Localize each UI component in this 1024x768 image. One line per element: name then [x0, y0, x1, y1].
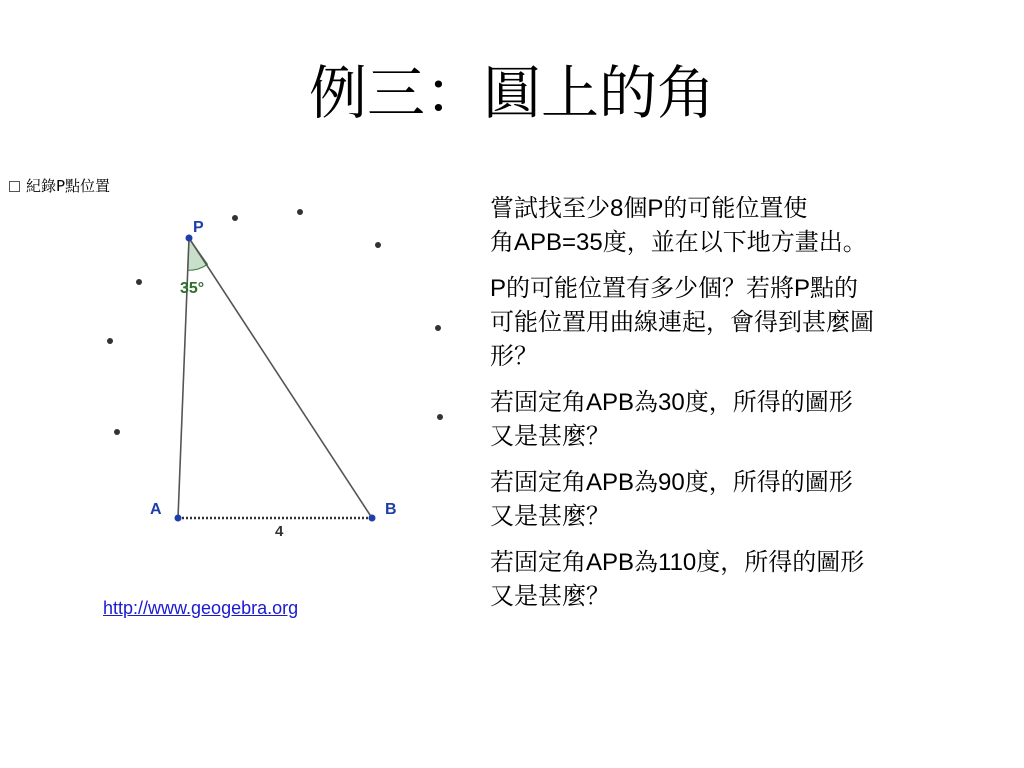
angle-label: 35° — [180, 280, 205, 297]
question-paragraph: 若固定角APB為90度，所得的圖形 又是甚麼？ — [490, 469, 853, 530]
traced-point — [297, 209, 303, 215]
record-p-position-label: 紀錄P點位置 — [26, 177, 111, 195]
geogebra-link[interactable]: http://www.geogebra.org — [103, 598, 299, 618]
point-a[interactable] — [175, 515, 182, 522]
question-paragraph: 若固定角APB為30度，所得的圖形 又是甚麼？ — [490, 389, 853, 450]
traced-point — [435, 325, 441, 331]
traced-point — [107, 338, 113, 344]
traced-point — [232, 215, 238, 221]
traced-point — [136, 279, 142, 285]
question-paragraph: 若固定角APB為110度，所得的圖形 又是甚麼？ — [490, 549, 865, 610]
label-b: B — [385, 501, 397, 518]
segment-pb — [189, 238, 372, 518]
traced-point — [437, 414, 443, 420]
question-panel — [490, 192, 1000, 626]
question-paragraph: P的可能位置有多少個？若將P點的 可能位置用曲線連起，會得到甚麼圖 形？ — [490, 275, 874, 370]
length-label: 4 — [275, 523, 284, 540]
traced-point — [375, 242, 381, 248]
slide-title: 例三：圓上的角 — [308, 59, 715, 127]
point-b[interactable] — [369, 515, 376, 522]
label-p: P — [193, 219, 204, 236]
traced-points — [107, 209, 443, 435]
point-p[interactable] — [186, 235, 193, 242]
label-a: A — [150, 501, 162, 518]
traced-point — [114, 429, 120, 435]
angle-marker — [188, 238, 208, 270]
question-paragraph: 嘗試找至少8個P的可能位置使 角APB=35度，並在以下地方畫出。 — [490, 195, 867, 256]
